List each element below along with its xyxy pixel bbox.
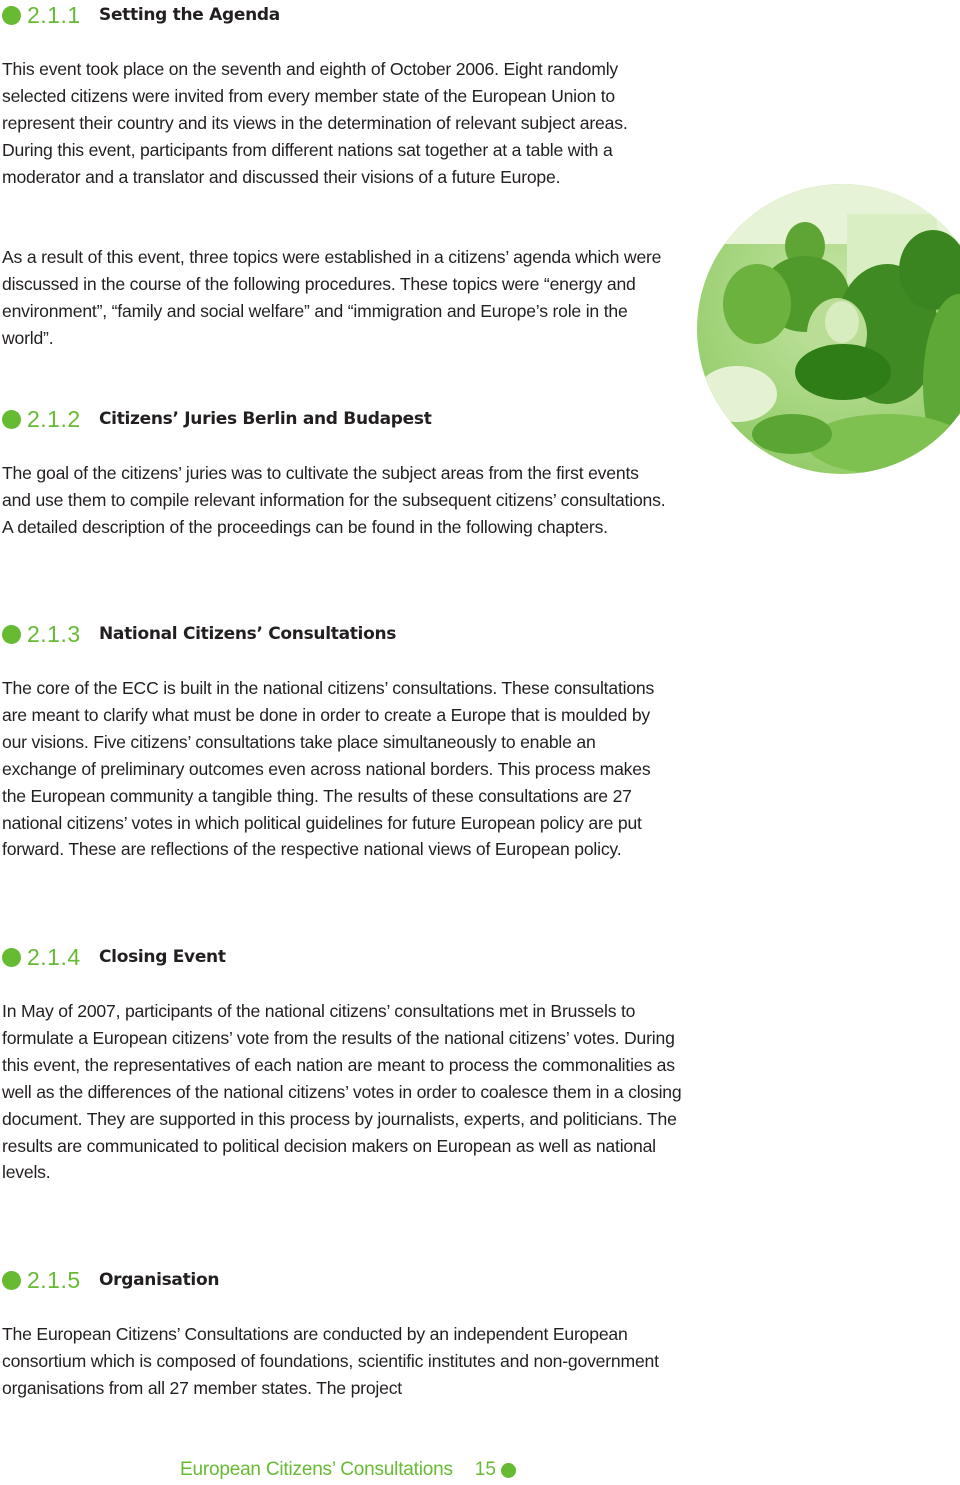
section-title: Citizens’ Juries Berlin and Budapest	[99, 409, 432, 429]
section-title: National Citizens’ Consultations	[99, 624, 397, 644]
section-title: Closing Event	[99, 947, 226, 967]
section-heading-2-1-3	[2, 619, 652, 649]
section-heading-2-1-4	[2, 942, 652, 972]
paragraph: The core of the ECC is built in the national citizens’ consultations. These consultations are meant to clarify what must be done in order to create a Europe that is moulded by our visions. Five citizens’ consultations take place simultaneously to enable an exchange of preliminary outcomes even across national borders. This process makes the European community a tangible thing. The results of these consultations are 27 national citizens’ votes in which political guidelines for future European policy are put forward. These are reflections of the respective national views of European policy.	[2, 678, 655, 860]
page-number: 15	[474, 1459, 496, 1480]
section-number: 2.1.1	[27, 1, 81, 28]
footer-title: European Citizens’ Consultations	[180, 1459, 453, 1480]
bullet-icon	[2, 6, 21, 25]
bullet-icon	[2, 948, 21, 967]
section-title: Setting the Agenda	[99, 5, 280, 25]
section-heading-2-1-1	[2, 0, 652, 30]
paragraph: In May of 2007, participants of the national citizens’ consultations met in Brussels to formulate a European citizens’ vote from the results of the national citizens’ votes. During this event, the representatives of each nation are meant to process the commonalities as well as the differences of the national citizens’ votes in order to coalesce them in a closing document. They are supported in this process by journalists, experts, and politicians. The results are communicated to political decision makers on European as well as national levels.	[2, 1001, 682, 1183]
bullet-icon	[501, 1463, 516, 1478]
paragraph: This event took place on the seventh and eighth of October 2006. Eight randomly selected citizens were invited from every member state of the European Union to represent their country and its views in the determination of relevant subject areas. During this event, participants from different nations sat together at a table with a moderator and a translator and discussed their visions of a future Europe.	[2, 59, 628, 187]
paragraph: The European Citizens’ Consultations are conducted by an independent European consortium which is composed of foundations, scientific institutes and non-government organisations from all 27 member states. The project	[2, 1324, 659, 1398]
bullet-icon	[2, 1271, 21, 1290]
section-heading-2-1-5	[2, 1265, 652, 1295]
paragraph: The goal of the citizens’ juries was to cultivate the subject areas from the first events and use them to compile relevant information for the subsequent citizens’ consultations. A detailed description of the proceedings can be found in the following chapters.	[2, 463, 666, 537]
bullet-icon	[2, 410, 21, 429]
section-number: 2.1.5	[27, 1266, 81, 1293]
section-heading-2-1-2	[2, 404, 652, 434]
section-number: 2.1.4	[27, 943, 81, 970]
section-number: 2.1.3	[27, 620, 81, 647]
bullet-icon	[2, 625, 21, 644]
paragraph: As a result of this event, three topics were established in a citizens’ agenda which were discussed in the course of the following procedures. These topics were “energy and environment”, “family and social welfare” and “immigration and Europe’s role in the world”.	[2, 247, 662, 348]
section-title: Organisation	[99, 1270, 220, 1290]
section-number: 2.1.2	[27, 405, 81, 432]
event-photo	[697, 184, 960, 474]
page-footer	[180, 1455, 516, 1485]
